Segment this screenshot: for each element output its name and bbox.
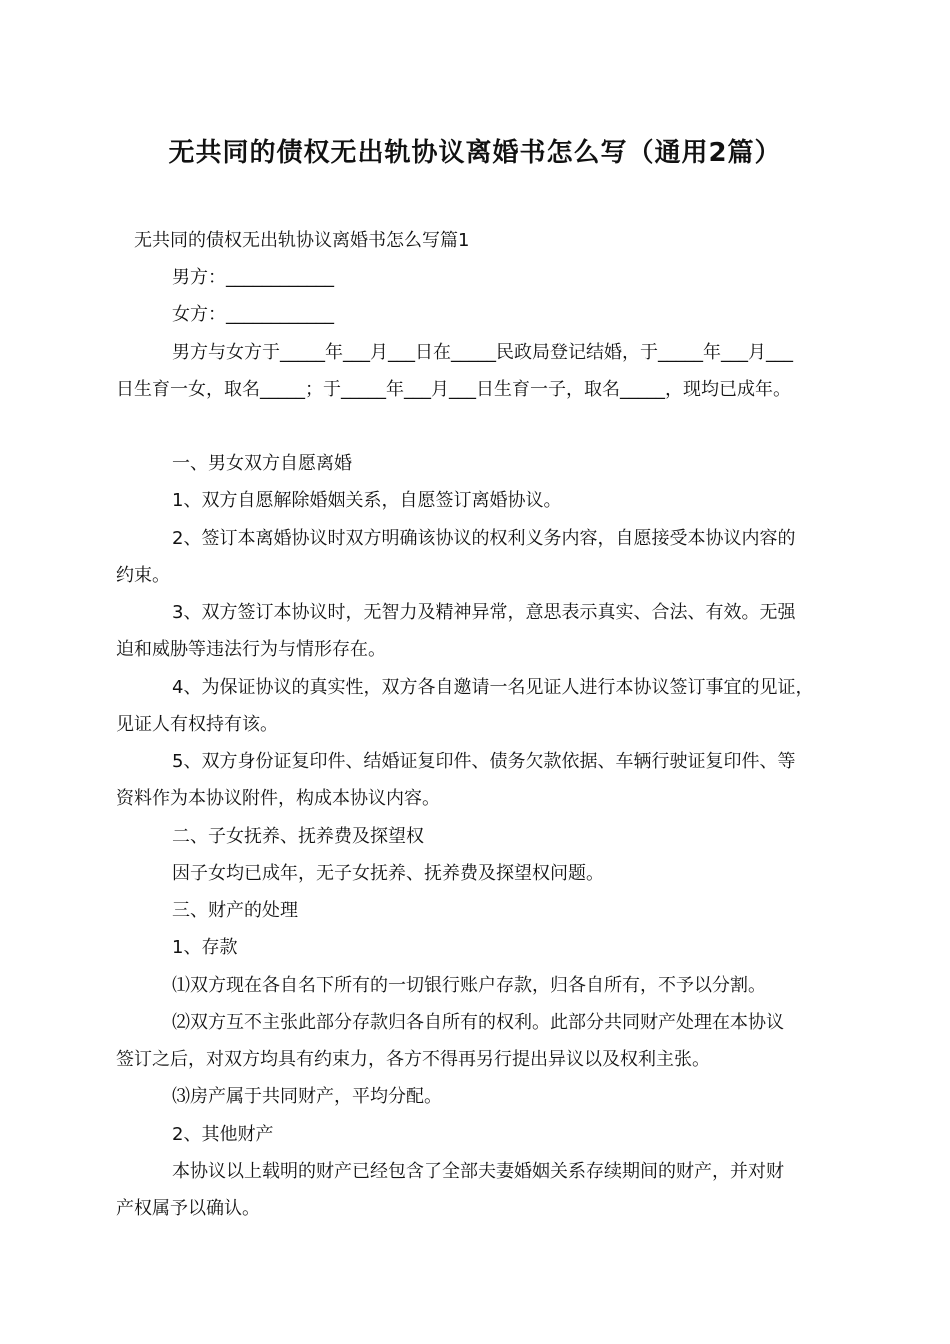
- section-3-heading: 三、财产的处理: [172, 900, 298, 921]
- section-1-item-2-line-2: 约束。: [116, 565, 170, 586]
- section-1-item-4-line-2: 见证人有权持有该。: [116, 714, 278, 735]
- section-3-para-4-line-1: 本协议以上载明的财产已经包含了全部夫妻婚姻关系存续期间的财产，并对财: [172, 1161, 784, 1182]
- section-1-item-2-line-1: 2、签订本离婚协议时双方明确该协议的权利义务内容，自愿接受本协议内容的: [172, 528, 796, 549]
- section-3-para-3: ⑶房产属于共同财产，平均分配。: [172, 1086, 442, 1107]
- section-3-para-4-line-2: 产权属予以确认。: [116, 1198, 260, 1219]
- section-3-subheading-1: 1、存款: [172, 937, 238, 958]
- document-title: 无共同的债权无出轨协议离婚书怎么写（通用2篇）: [168, 138, 782, 168]
- intro-line-2: 日生育一女，取名_____；于_____年___月___日生育一子，取名_____，现均已成年。: [116, 379, 791, 400]
- section-1-item-4-line-1: 4、为保证协议的真实性，双方各自邀请一名见证人进行本协议签订事宜的见证，: [172, 677, 814, 698]
- section-2-text: 因子女均已成年，无子女抚养、抚养费及探望权问题。: [172, 863, 604, 884]
- section-1-item-3-line-1: 3、双方签订本协议时，无智力及精神异常，意思表示真实、合法、有效。无强: [172, 602, 796, 623]
- section-1-item-5-line-2: 资料作为本协议附件，构成本协议内容。: [116, 788, 440, 809]
- section-3-para-2-line-2: 签订之后，对双方均具有约束力，各方不得再另行提出异议以及权利主张。: [116, 1049, 710, 1070]
- section-1-item-3-line-2: 迫和威胁等违法行为与情形存在。: [116, 639, 386, 660]
- male-party-line: 男方：____________: [172, 267, 334, 288]
- section-1-heading: 一、男女双方自愿离婚: [172, 453, 352, 474]
- section-3-para-1: ⑴双方现在各自名下所有的一切银行账户存款，归各自所有，不予以分割。: [172, 975, 766, 996]
- subtitle: 无共同的债权无出轨协议离婚书怎么写篇1: [134, 230, 470, 251]
- intro-line-1: 男方与女方于_____年___月___日在_____民政局登记结婚，于_____年___月___: [172, 342, 793, 363]
- section-3-para-2-line-1: ⑵双方互不主张此部分存款归各自所有的权利。此部分共同财产处理在本协议: [172, 1012, 784, 1033]
- female-party-line: 女方：____________: [172, 304, 334, 325]
- section-2-heading: 二、子女抚养、抚养费及探望权: [172, 826, 424, 847]
- section-1-item-1: 1、双方自愿解除婚姻关系，自愿签订离婚协议。: [172, 490, 562, 511]
- section-3-subheading-2: 2、其他财产: [172, 1124, 274, 1145]
- section-1-item-5-line-1: 5、双方身份证复印件、结婚证复印件、债务欠款依据、车辆行驶证复印件、等: [172, 751, 796, 772]
